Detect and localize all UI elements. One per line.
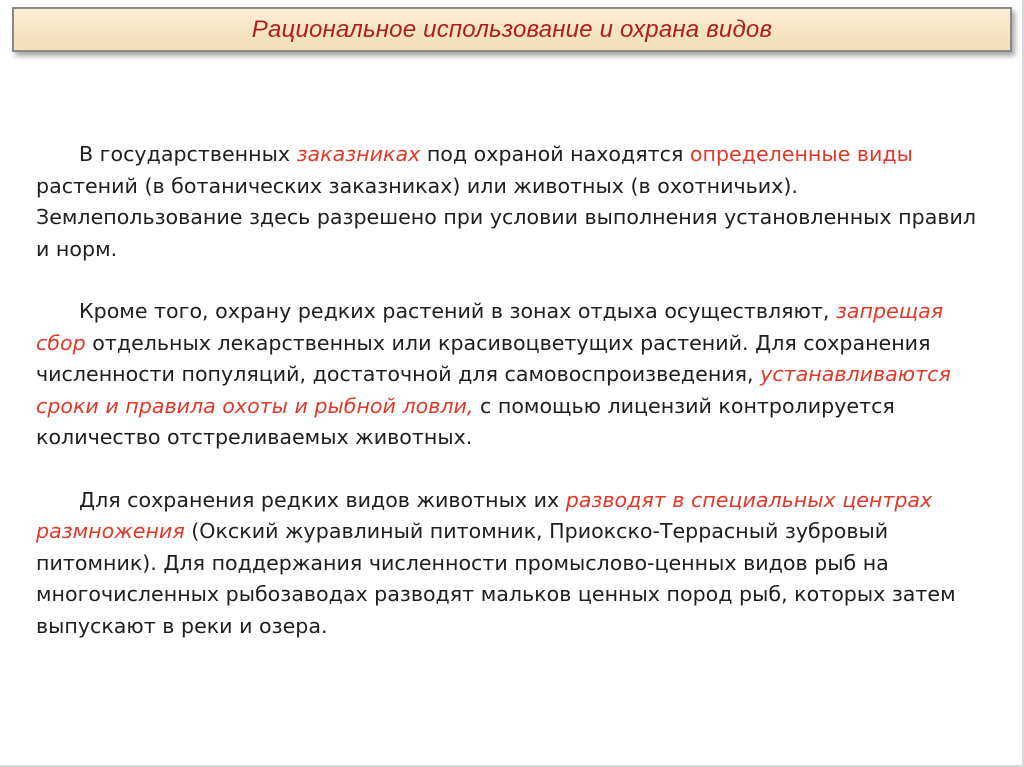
paragraph-reserves <box>36 139 986 265</box>
highlight-segment: разводят в специальных центрах размножения <box>36 487 933 543</box>
text-segment: под охраной находятся <box>420 142 690 166</box>
text-segment: отдельных лекарственных или красивоцветущих растений. Для сохранения численности популяций, достаточной для самовоспроизведения, <box>36 330 931 386</box>
title-banner <box>12 7 1012 52</box>
text-segment: с помощью лицензий контролируется количество отстреливаемых животных. <box>36 393 895 449</box>
slide-title: Рациональное использование и охрана видов <box>251 15 773 43</box>
highlight-segment: запрещая сбор <box>36 299 944 355</box>
slide-body <box>36 139 986 673</box>
text-segment: В государственных <box>79 142 297 166</box>
paragraph-recreation-zones <box>36 296 986 454</box>
text-segment: (Окский журавлиный питомник, Приокско-Террасный зубровый питомник). Для поддержания численности промыслово-ценных видов рыб на многочисленных рыбозаводах разводят мальков ценных пород рыб, которых затем выпускают в реки и озера. <box>36 519 956 638</box>
text-segment: Кроме того, охрану редких растений в зонах отдыха осуществляют, <box>79 299 836 323</box>
text-segment: растений (в ботанических заказниках) или животных (в охотничьих). Землепользование здесь разрешено при условии выполнения установленных правил и норм. <box>36 173 977 261</box>
highlight-segment: определенные виды <box>689 142 913 166</box>
highlight-segment: заказниках <box>296 142 421 166</box>
text-segment: Для сохранения редких видов животных их <box>79 487 566 512</box>
highlight-segment: устанавливаются сроки и правила охоты и рыбной ловли, <box>36 362 951 418</box>
paragraph-breeding-centers <box>36 485 986 643</box>
